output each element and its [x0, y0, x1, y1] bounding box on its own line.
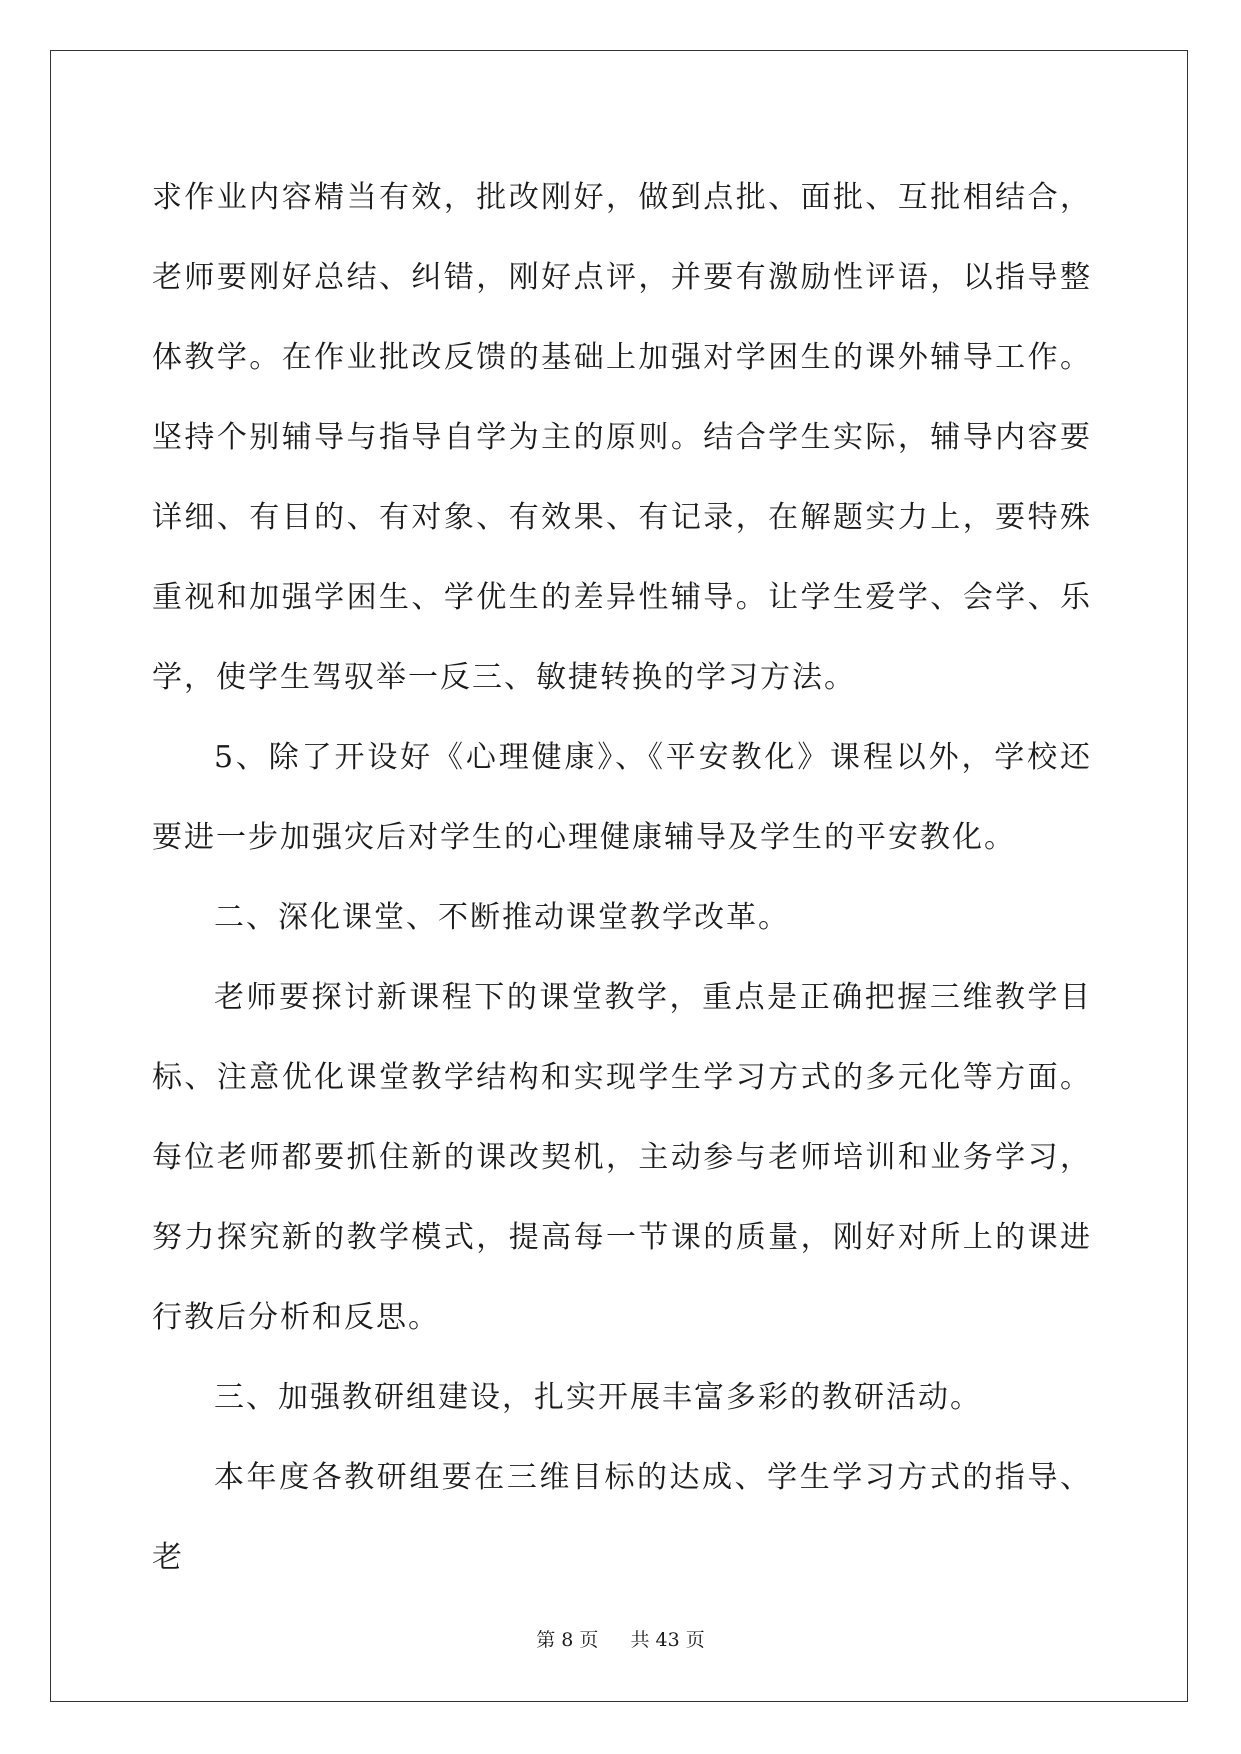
page-total: 共 43 页 — [630, 1629, 705, 1651]
paragraph-2: 5、除了开设好《心理健康》、《平安教化》课程以外，学校还要进一步加强灾后对学生的心理健康辅导及学生的平安教化。 — [152, 740, 1092, 855]
paragraph-3: 老师要探讨新课程下的课堂教学，重点是正确把握三维教学目标、注意优化课堂教学结构和实现学生学习方式的多元化等方面。每位老师都要抓住新的课改契机，主动参与老师培训和业务学习，努力探究新的教学模式，提高每一节课的质量，刚好对所上的课进行教后分析和反思。 — [152, 980, 1092, 1335]
paragraph-1: 求作业内容精当有效，批改刚好，做到点批、面批、互批相结合，老师要刚好总结、纠错，刚好点评，并要有激励性评语，以指导整体教学。在作业批改反馈的基础上加强对学困生的课外辅导工作。坚持个别辅导与指导自学为主的原则。结合学生实际，辅导内容要详细、有目的、有对象、有效果、有记录，在解题实力上，要特殊重视和加强学困生、学优生的差异性辅导。让学生爱学、会学、乐学，使学生驾驭举一反三、敏捷转换的学习方法。 — [152, 180, 1092, 695]
page-footer — [0, 1625, 1241, 1652]
paragraph-4: 本年度各教研组要在三维目标的达成、学生学习方式的指导、老 — [152, 1460, 1092, 1575]
section-heading-3: 三、加强教研组建设，扎实开展丰富多彩的教研活动。 — [214, 1380, 982, 1415]
section-heading-2: 二、深化课堂、不断推动课堂教学改革。 — [214, 900, 790, 935]
page-number: 第 8 页 — [536, 1629, 599, 1651]
document-body — [152, 158, 1092, 1598]
